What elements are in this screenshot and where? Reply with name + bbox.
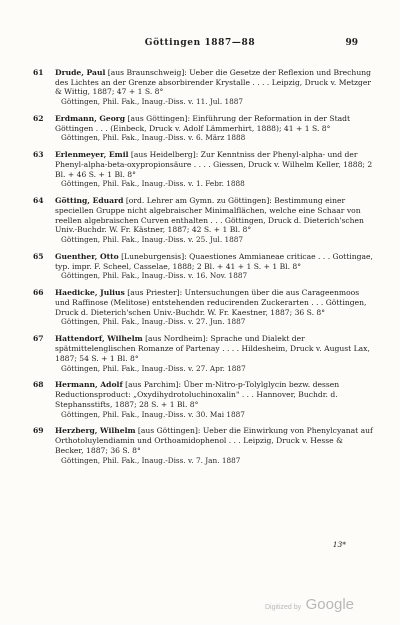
entry-degree-note: Göttingen, Phil. Fak., Inaug.-Diss. v. 25. Jul. 1887	[61, 235, 244, 245]
dissertation-entry	[33, 334, 373, 373]
entry-degree-note: Göttingen, Phil. Fak., Inaug.-Diss. v. 30. Mai 1887	[61, 409, 245, 419]
entry-title-imprint: [aus Priester]: Untersuchungen über die aus Carageenmoos und Raffinose (Melitose) entstehenden reducirenden Zuckerarten . . . Göttingen, Druck d. Dieterich'schen Univ.-Buchdr. W. Fr. Kaestner, 1887; 36 S. 8°	[55, 288, 367, 317]
entry-degree-note: Göttingen, Phil. Fak., Inaug.-Diss. v. 7. Jan. 1887	[61, 455, 241, 465]
entry-number: 66	[33, 288, 44, 298]
entry-title-imprint: [aus Nordheim]: Sprache und Dialekt der spätmittelenglischen Romanze of Partenay . . . . Hildesheim, Druck v. August Lax, 1887; 54 S. + 1 Bl. 8°	[55, 334, 370, 363]
entry-number: 67	[33, 334, 44, 344]
dissertation-entry	[33, 114, 373, 143]
entry-degree-note: Göttingen, Phil. Fak., Inaug.-Diss. v. 6. März 1888	[61, 133, 246, 143]
entry-degree-note: Göttingen, Phil. Fak., Inaug.-Diss. v. 27. Apr. 1887	[61, 363, 246, 373]
entry-number: 61	[33, 68, 44, 77]
watermark-brand: Google	[305, 596, 354, 613]
dissertation-entry	[33, 196, 373, 244]
page-number: 99	[345, 38, 358, 48]
watermark-prefix: Digitized by	[264, 604, 302, 611]
digitization-watermark	[265, 596, 354, 614]
entry-title-imprint: [aus Göttingen]: Ueber die Einwirkung von Phenylcyanat auf Orthotoluylendiamin und Orthoamidophenol . . . Leipzig, Druck v. Hesse & Becker, 1887; 36 S. 8°	[55, 426, 373, 455]
entry-title-imprint: [aus Göttingen]: Einführung der Reformation in der Stadt Göttingen . . . (Einbeck, Druck v. Adolf Lämmerhirt, 1888); 41 + 1 S. 8°	[55, 114, 351, 133]
signature-mark: 13*	[332, 540, 346, 549]
dissertation-entry	[33, 252, 373, 281]
entry-degree-note: Göttingen, Phil. Fak., Inaug.-Diss. v. 1. Febr. 1888	[61, 179, 245, 189]
entry-title-imprint: [Luneburgensis]: Quaestiones Ammianeae criticae . . . Gottingae, typ. impr. F. Scheel, Casselae, 1888; 2 Bl. + 41 + 1 S. + 1 Bl. 8°	[55, 252, 373, 271]
entry-citation	[55, 114, 373, 133]
entry-author: Haedicke, Julius	[55, 288, 125, 298]
entry-title-imprint: [ord. Lehrer am Gymn. zu Göttingen]: Bestimmung einer speciellen Gruppe nicht algebraischer Minimalflächen, welche eine Schaar von reellen algebraischen Curven enthalten . . . Göttingen, Druck d. Dieterich'schen Univ.-Buchdr. W. Fr. Kästner, 1887; 42 S. + 1 Bl. 8°	[55, 196, 364, 235]
dissertation-entry	[33, 426, 373, 465]
running-header	[0, 38, 400, 52]
entry-title-imprint: [aus Parchim]: Über m-Nitro-p-Tolylglycin bezw. dessen Reductionsproduct: „Oxydihydrotoluchinoxalin" . . . Hannover, Buchdr. d. Stephansstifts, 1887; 28 S. + 1 Bl. 8°	[55, 380, 340, 409]
entry-author: Herzberg, Wilhelm	[55, 426, 136, 436]
entry-citation	[55, 426, 373, 455]
entry-list	[33, 68, 373, 472]
dissertation-entry	[33, 380, 373, 419]
dissertation-entry	[33, 288, 373, 327]
entry-author: Erlenmeyer, Emil	[55, 150, 129, 160]
entry-number: 69	[33, 426, 44, 436]
entry-citation	[55, 68, 373, 97]
dissertation-entry	[33, 150, 373, 189]
entry-number: 63	[33, 150, 44, 160]
entry-citation	[55, 196, 373, 235]
entry-author: Drude, Paul	[55, 68, 106, 77]
running-title: Göttingen 1887—88	[144, 38, 256, 48]
dissertation-entry	[33, 68, 373, 107]
entry-degree-note: Göttingen, Phil. Fak., Inaug.-Diss. v. 27. Jun. 1887	[61, 317, 246, 327]
entry-author: Erdmann, Georg	[55, 114, 126, 124]
entry-citation	[55, 288, 373, 317]
entry-number: 62	[33, 114, 44, 124]
entry-degree-note: Göttingen, Phil. Fak., Inaug.-Diss. v. 11. Jul. 1887	[61, 97, 244, 107]
entry-citation	[55, 380, 373, 409]
entry-title-imprint: [aus Braunschweig]: Ueber die Gesetze der Reflexion und Brechung des Lichtes an der Grenze absorbirender Krystalle . . . . Leipzig, Druck v. Metzger & Wittig, 1887; 47 + 1 S. 8°	[55, 68, 372, 97]
entry-title-imprint: [aus Heidelberg]: Zur Kenntniss der Phenyl-alpha- und der Phenyl-alpha-beta-oxypropionsäure . . . . Giessen, Druck v. Wilhelm Keller, 1888; 2 Bl. + 46 S. + 1 Bl. 8°	[55, 150, 373, 179]
entry-number: 65	[33, 252, 44, 262]
entry-author: Guenther, Otto	[55, 252, 119, 262]
entry-number: 68	[33, 380, 44, 390]
entry-author: Götting, Eduard	[55, 196, 124, 206]
entry-citation	[55, 334, 373, 363]
entry-citation	[55, 252, 373, 271]
entry-number: 64	[33, 196, 44, 206]
entry-citation	[55, 150, 373, 179]
entry-author: Hattendorf, Wilhelm	[55, 334, 143, 344]
entry-author: Hermann, Adolf	[55, 380, 123, 390]
entry-degree-note: Göttingen, Phil. Fak., Inaug.-Diss. v. 16. Nov. 1887	[61, 271, 248, 281]
